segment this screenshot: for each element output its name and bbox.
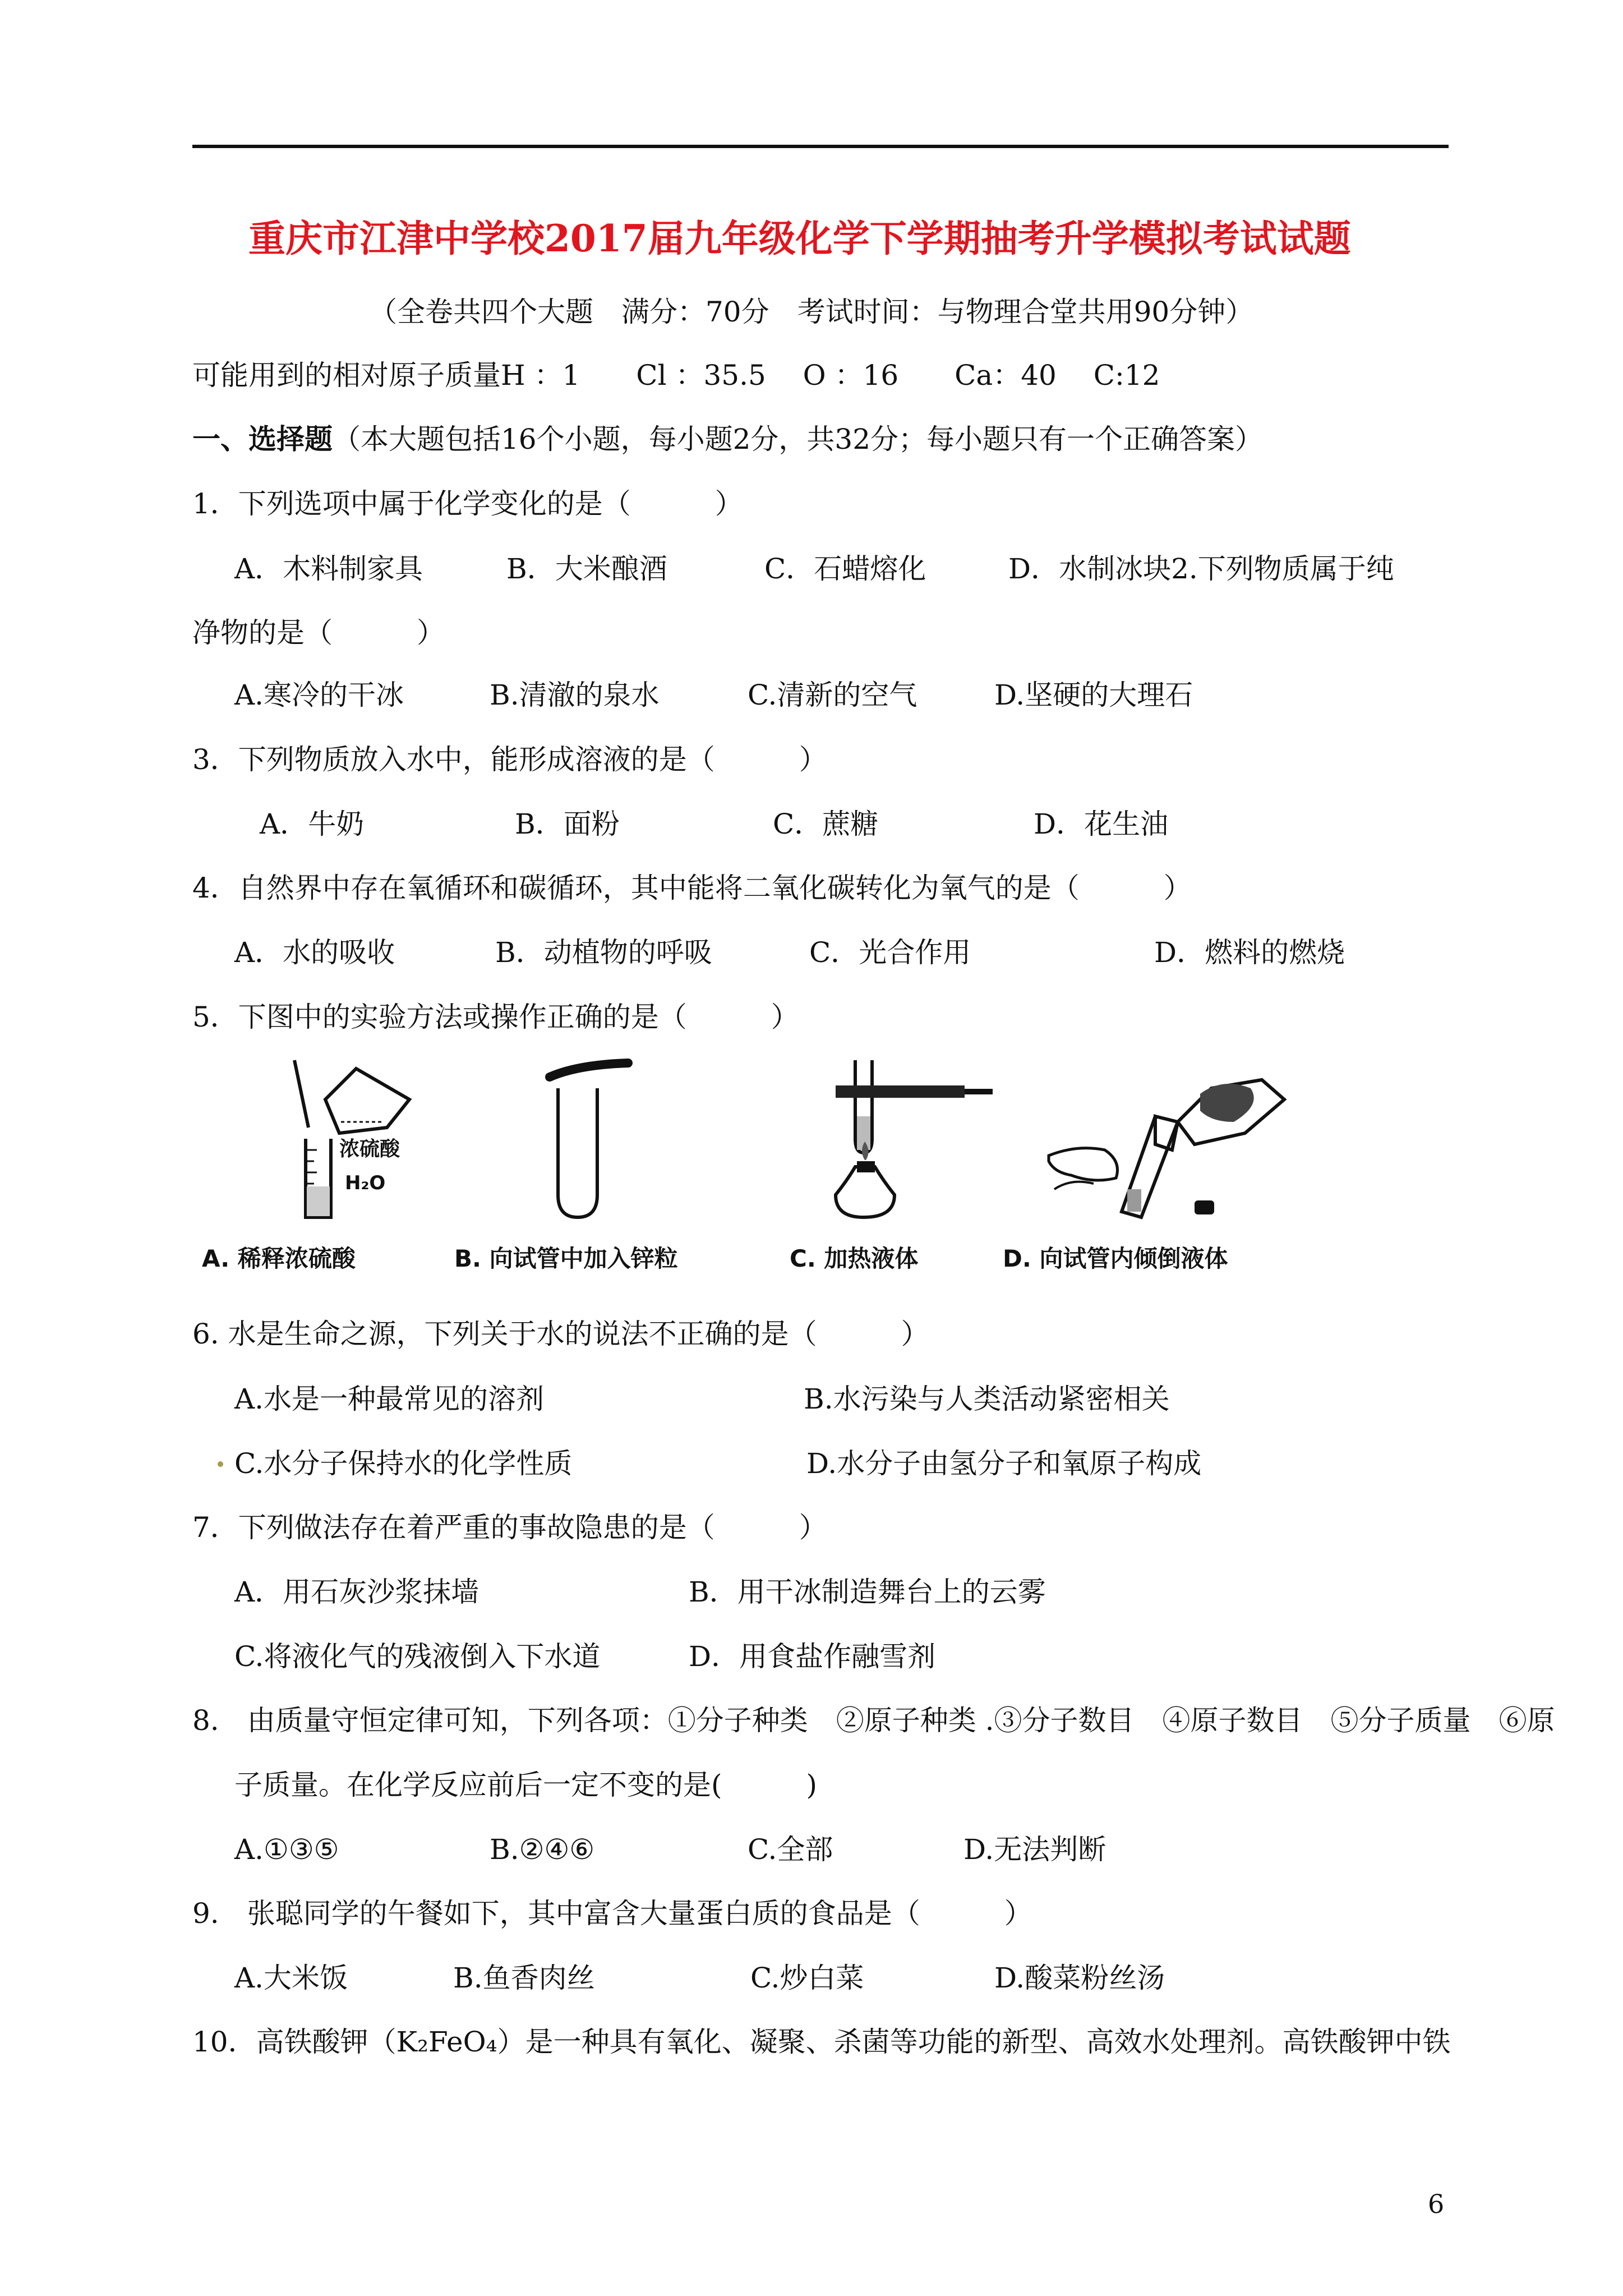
caption-d: D. 向试管内倾倒液体 xyxy=(1003,1245,1228,1272)
caption-b: B. 向试管中加入锌粒 xyxy=(454,1245,678,1272)
question-2-stem: 净物的是（ ） xyxy=(192,616,445,649)
caption-a: A. 稀释浓硫酸 xyxy=(202,1245,356,1272)
stray-dot xyxy=(218,1461,223,1467)
section-heading xyxy=(192,422,1263,457)
question-10-stem: 10．高铁酸钾（K₂FeO₄）是一种具有氧化、凝聚、杀菌等功能的新型、高效水处理剂。高铁酸钾中铁 xyxy=(192,2026,1451,2058)
q8-option-c: C.全部 xyxy=(748,1833,833,1866)
question-8-stem-cont: 子质量。在化学反应前后一定不变的是( ) xyxy=(234,1769,818,1801)
q7-option-a: A．用石灰沙浆抹墙 xyxy=(234,1576,479,1608)
page-title: 重庆市江津中学校2017届九年级化学下学期抽考升学模拟考试试题 xyxy=(248,217,1351,260)
q2-option-b: B.清澈的泉水 xyxy=(490,679,660,711)
q7-option-c: C.将液化气的残液倒入下水道 xyxy=(234,1640,601,1673)
q8-option-d: D.无法判断 xyxy=(963,1833,1106,1866)
q2-option-a: A.寒冷的干冰 xyxy=(234,679,404,711)
exam-subtitle: （全卷共四个大题 满分：70分 考试时间：与物理合堂共用90分钟） xyxy=(369,296,1254,328)
question-1-stem: 1．下列选项中属于化学变化的是（ ） xyxy=(192,487,743,520)
q6-option-a: A.水是一种最常见的溶剂 xyxy=(234,1383,545,1415)
q6-option-d: D.水分子由氢分子和氧原子构成 xyxy=(806,1447,1202,1480)
figure-b-zinc xyxy=(538,1055,684,1223)
q2-option-c: C.清新的空气 xyxy=(748,679,917,711)
question-3-stem: 3．下列物质放入水中，能形成溶液的是（ ） xyxy=(192,743,827,776)
q8-option-a: A.①③⑤ xyxy=(234,1833,339,1866)
q3-option-b: B．面粉 xyxy=(515,808,620,840)
q9-option-a: A.大米饭 xyxy=(234,1962,348,1994)
q4-option-a: A．水的吸收 xyxy=(234,936,395,969)
question-5-stem: 5．下图中的实验方法或操作正确的是（ ） xyxy=(192,1001,799,1033)
figure-c-heating xyxy=(824,1055,1009,1223)
question-8-stem: 8. 由质量守恒定律可知，下列各项：①分子种类 ②原子种类 .③分子数目 ④原子数目 ⑤分子质量 ⑥原 xyxy=(192,1704,1555,1737)
figure-a-dilution xyxy=(241,1055,454,1223)
q6-option-c: C.水分子保持水的化学性质 xyxy=(234,1447,573,1480)
q4-option-c: C．光合作用 xyxy=(809,936,971,969)
caption-c: C. 加热液体 xyxy=(790,1245,919,1272)
q8-option-b: B.②④⑥ xyxy=(490,1833,595,1866)
header-rule xyxy=(192,145,1449,148)
atomic-mass-line: 可能用到的相对原子质量H ：1 Cl ：35.5 O ：16 Ca：40 C:12 xyxy=(192,359,1160,392)
section-title: 一、选择题 xyxy=(192,422,333,455)
figure-d-pouring xyxy=(1043,1055,1312,1223)
q4-option-b: B．动植物的呼吸 xyxy=(495,936,712,969)
question-9-stem: 9. 张聪同学的午餐如下，其中富含大量蛋白质的食品是（ ） xyxy=(192,1897,1032,1930)
section-note: （本大题包括16个小题，每小题2分，共32分；每小题只有一个正确答案） xyxy=(333,423,1264,455)
q3-option-c: C．蔗糖 xyxy=(773,808,879,840)
q3-option-a: A．牛奶 xyxy=(260,808,365,840)
q4-option-d: D．燃料的燃烧 xyxy=(1154,936,1345,969)
page-number: 6 xyxy=(1428,2189,1445,2219)
q1-option-c: C．石蜡熔化 xyxy=(764,553,926,585)
q3-option-d: D．花生油 xyxy=(1034,808,1169,840)
q1-option-a: A．木料制家具 xyxy=(234,553,423,585)
q9-option-c: C.炒白菜 xyxy=(750,1962,864,1994)
q7-option-d: D．用食盐作融雪剂 xyxy=(689,1640,936,1673)
q2-option-d: D.坚硬的大理石 xyxy=(994,679,1193,711)
q6-option-b: B.水污染与人类活动紧密相关 xyxy=(804,1383,1170,1415)
question-6-stem: 6. 水是生命之源，下列关于水的说法不正确的是（ ） xyxy=(192,1318,929,1350)
question-7-stem: 7．下列做法存在着严重的事故隐患的是（ ） xyxy=(192,1511,827,1544)
q1-option-d: D．水制冰块2.下列物质属于纯 xyxy=(1008,553,1394,585)
q7-option-b: B．用干冰制造舞台上的云雾 xyxy=(689,1576,1046,1608)
label-concentrated-acid: 浓硫酸 xyxy=(339,1138,400,1161)
q9-option-b: B.鱼香肉丝 xyxy=(453,1962,595,1994)
q9-option-d: D.酸菜粉丝汤 xyxy=(994,1962,1165,1994)
question-4-stem: 4．自然界中存在氧循环和碳循环，其中能将二氧化碳转化为氧气的是（ ） xyxy=(192,872,1192,904)
label-water: H₂O xyxy=(345,1172,386,1194)
q1-option-b: B．大米酿酒 xyxy=(506,553,667,585)
